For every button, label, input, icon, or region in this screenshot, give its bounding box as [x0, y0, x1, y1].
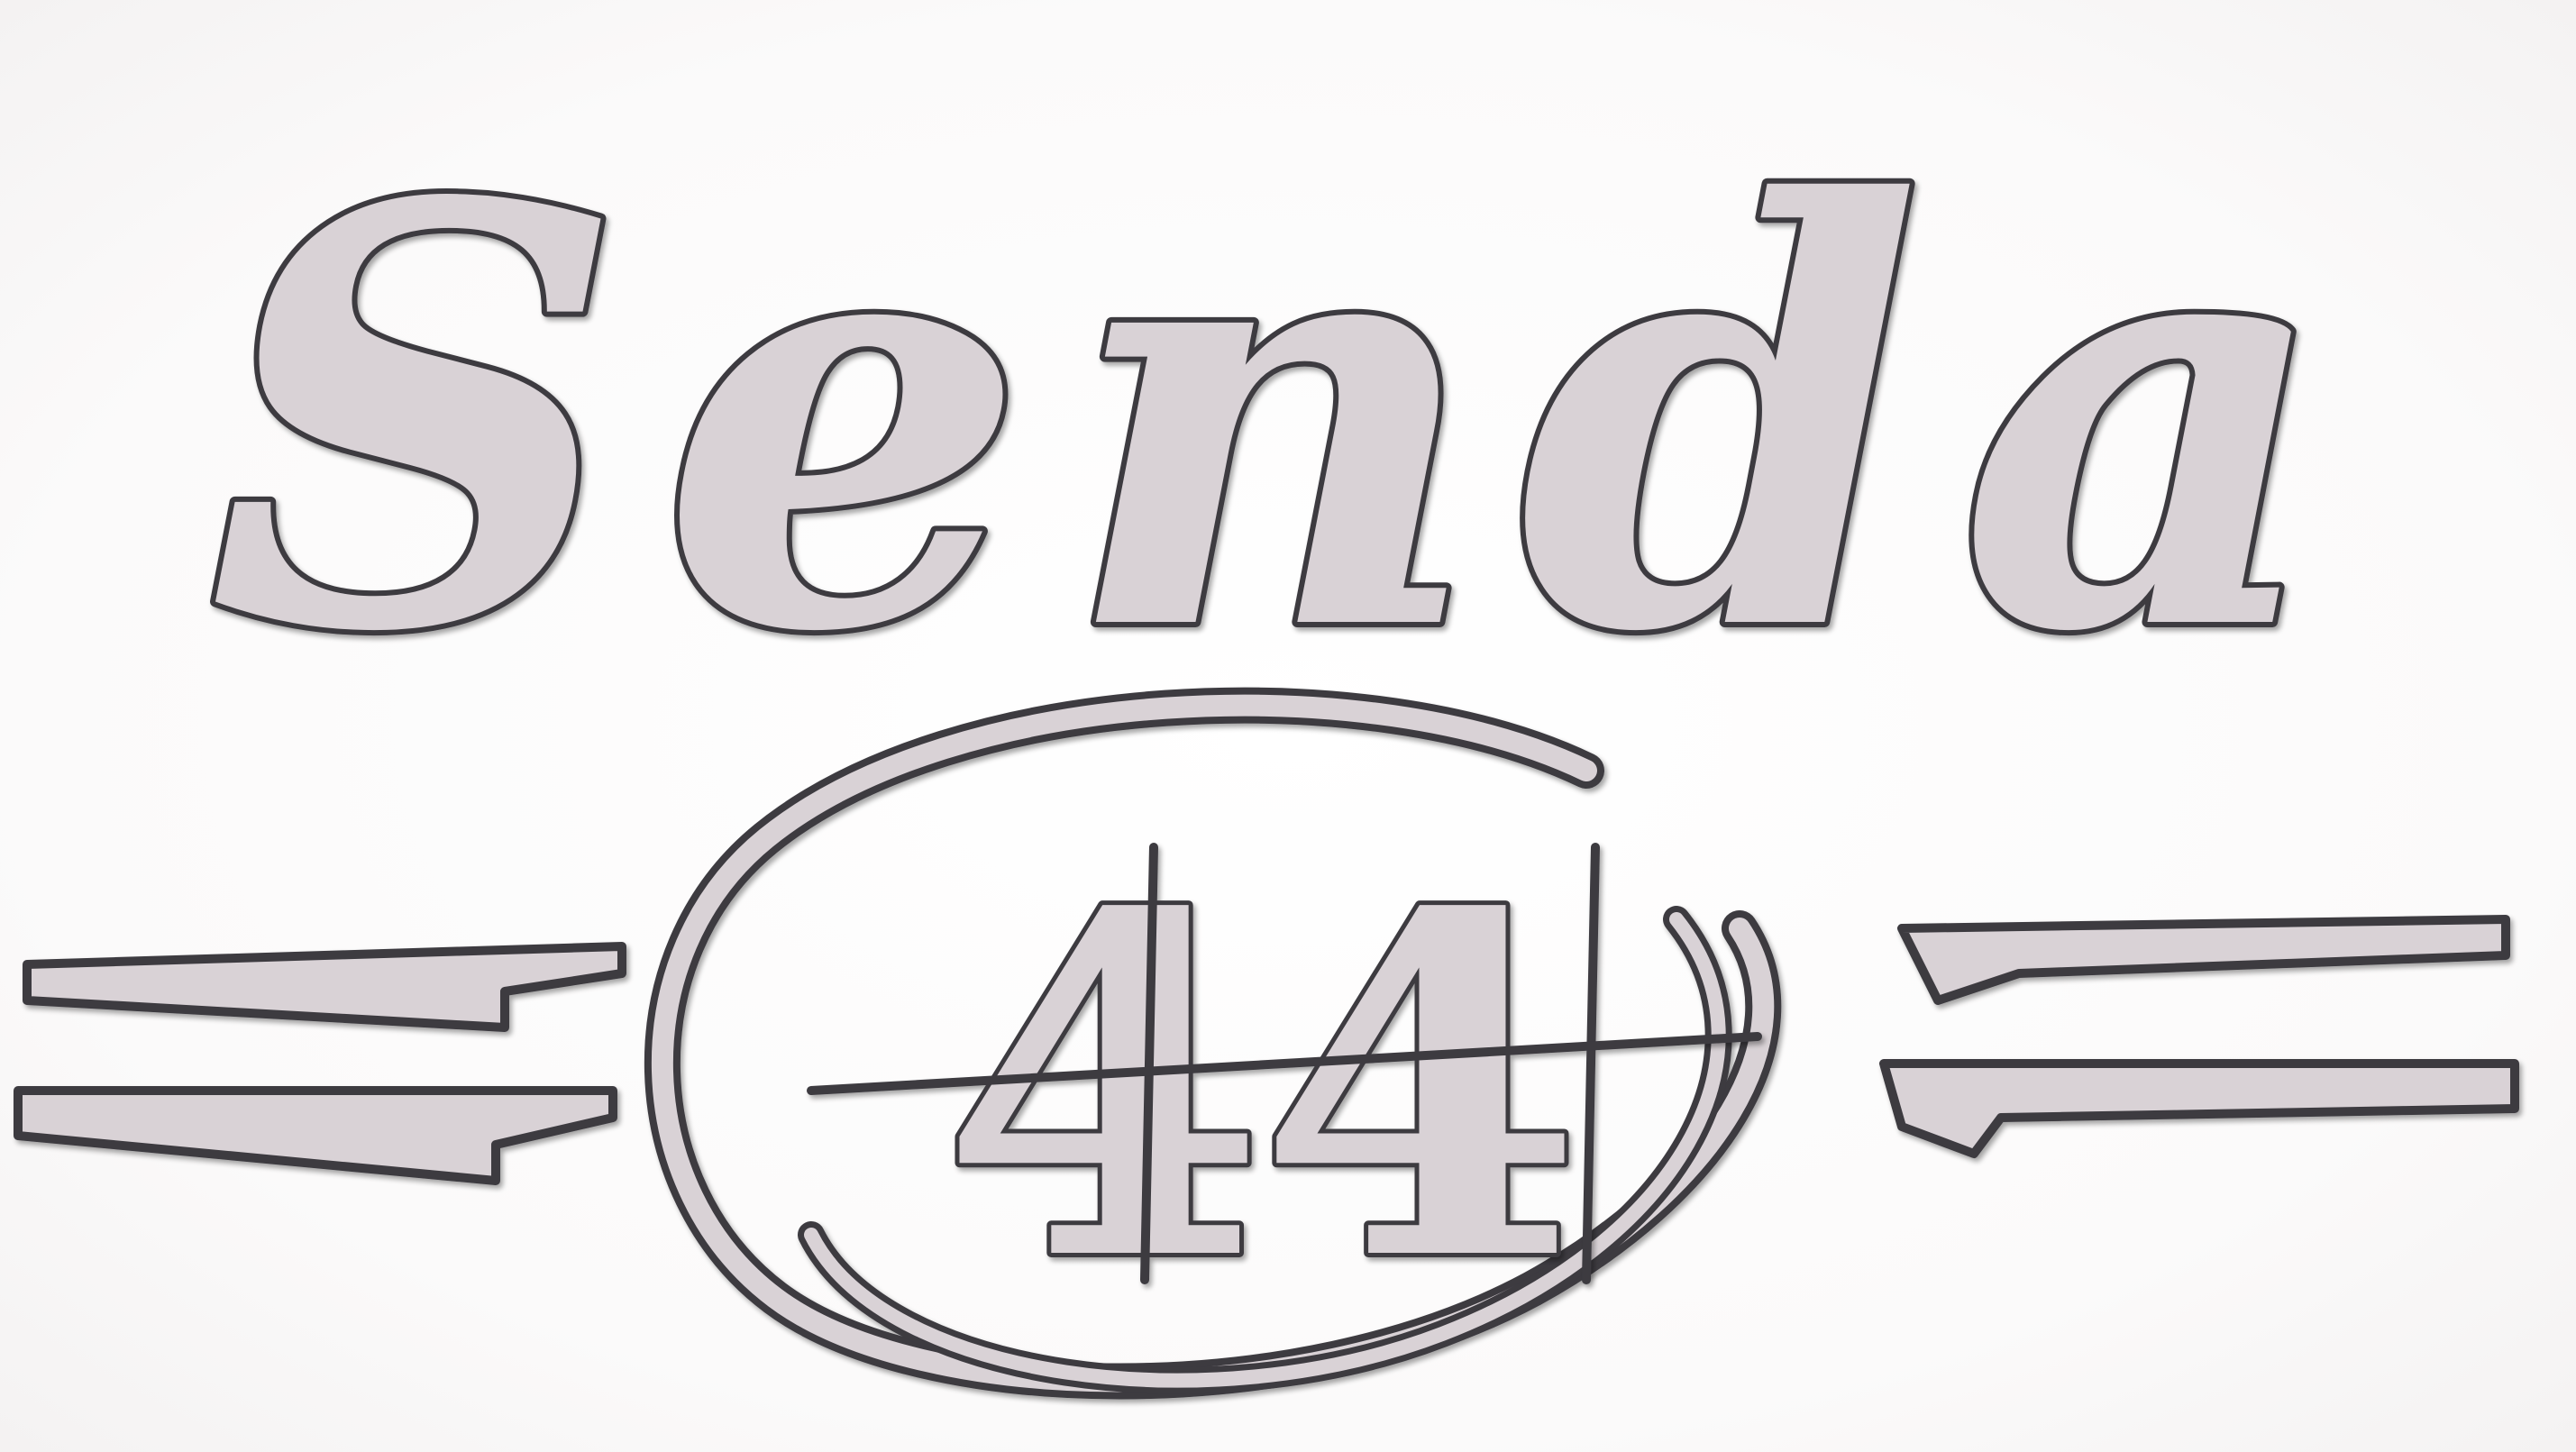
left-line-top	[27, 946, 622, 1027]
right-line-bottom	[1884, 1064, 2515, 1154]
logo-word: Senda	[207, 80, 2369, 758]
logo-number-group	[811, 813, 1758, 1364]
right-line-top	[1902, 919, 2506, 1000]
left-line-bottom	[18, 1091, 613, 1181]
logo-number: 44	[940, 813, 1575, 1364]
number-stem-right	[1586, 847, 1595, 1280]
logo-word-group	[208, 80, 2369, 758]
right-speed-lines	[1884, 919, 2515, 1154]
left-speed-lines	[18, 946, 622, 1181]
